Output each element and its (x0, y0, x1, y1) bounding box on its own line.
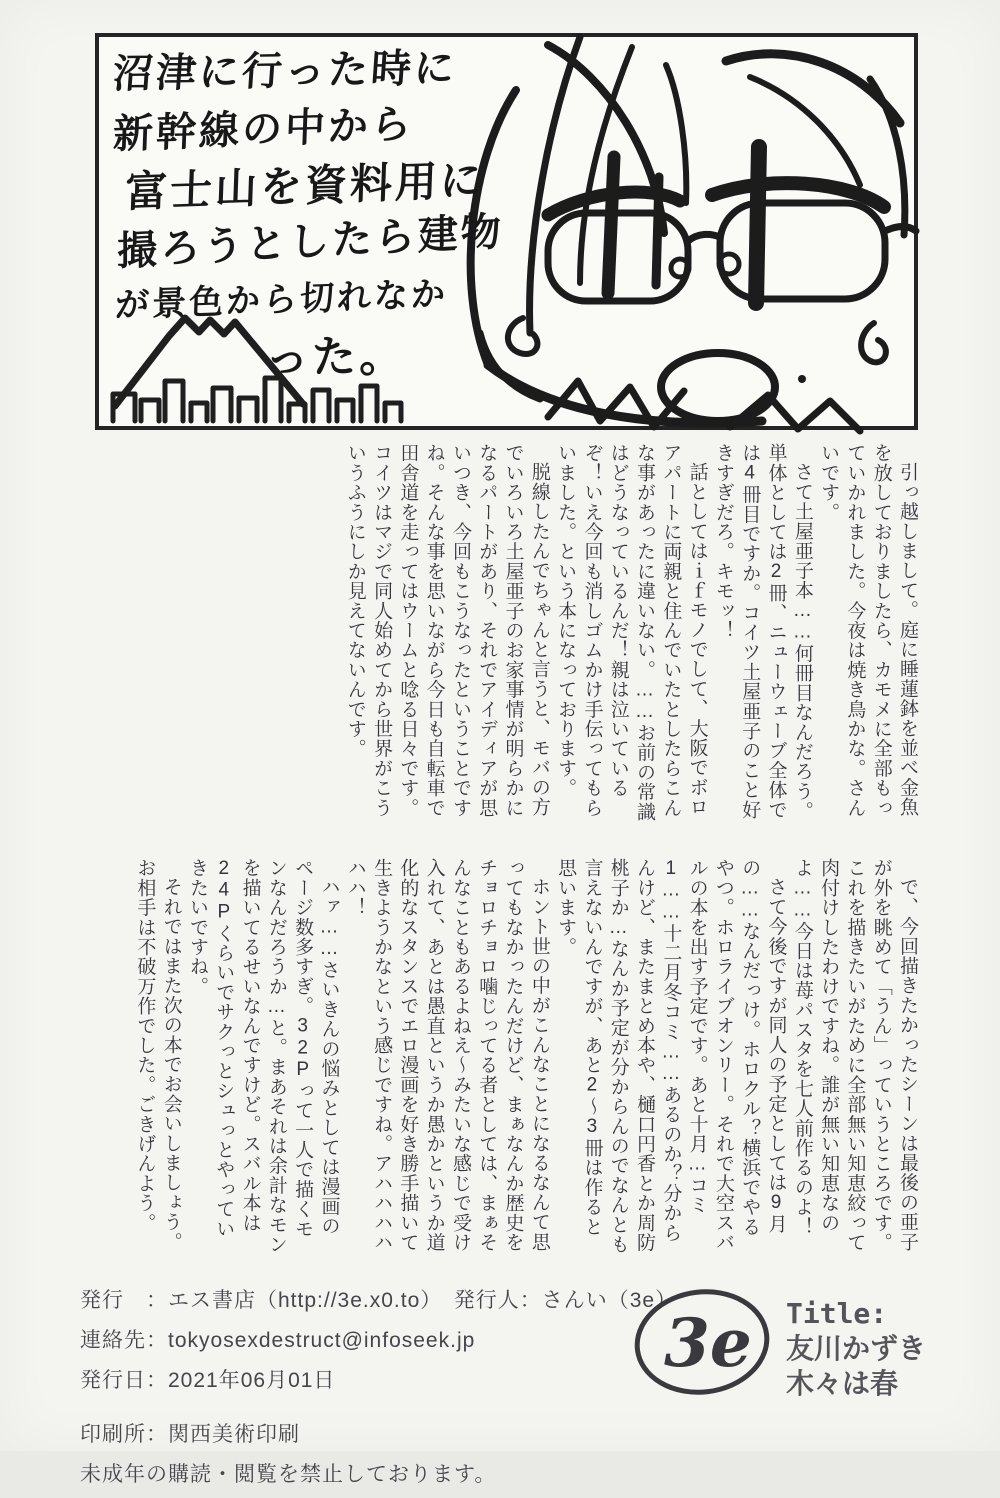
contact-line: 連絡先：tokyosexdestruct@infoseek.jp (80, 1329, 476, 1352)
publisher-line: 発行 ：エス書店（http://3e.x0.to） 発行人：さんい（3e） (80, 1289, 678, 1312)
sketch-caption-line: が景色から切れなか (114, 275, 449, 325)
afterword-paragraph: さて土屋亜子本……何冊目なんだろう。単体としては2冊、ニューウェーブ全体では4冊目ですか。コイツ土屋亜子のこと好きすぎだろ。キモッ！ (712, 443, 813, 821)
sketch-caption-line: 富士山を資料用に (124, 156, 486, 216)
afterword-paragraph: それではまた次の本でお会いしましょう。お相手は不破万作でした。ごきげんよう。 (134, 858, 182, 1252)
afterword-text-top (75, 443, 920, 836)
afterword-paragraph: ハァ……さいきんの悩みとしては漫画のページ数多すぎ。32Pって一人で描くモンなんだろうか…と。まあそれは余計なモンを描いてるせいなんですけど。スバル本は24Pくらいでサクっとシュっとやっていきたいですね。 (186, 858, 340, 1254)
colophon (80, 1284, 677, 1498)
sketch-caption-line: 沼津に行った時に (111, 46, 459, 97)
afterword-text-bottom (75, 858, 920, 1254)
circle-3e-logo (630, 1284, 775, 1402)
age-notice-line: 未成年の購読・閲覧を禁止しております。 (80, 1463, 497, 1486)
afterword-paragraph: 話としてはｉｆモノでして、大阪でボロアパートに両親と住んでいたとしたらこんな事があったに違いない。……お前の常識はどうなっているんだ！親は泣いているぞ！いえ今回も消しゴムかけ手伝ってもらいました。という本になっております。 (555, 443, 708, 822)
logo-text: 3e (664, 1304, 752, 1382)
afterword-paragraph: さて今後ですが同人の予定としては9月の……なんだっけ。ホロクル？横浜でやるやつ。ホロライブオンリー。それで大空スバルの本を出す予定です。あと十月…コミ1……十二月冬コミ……あるのか？分からんけど、またまとめ本や、樋口円香とか周防桃子か…なんか予定が分からんのでなんとも言えないんですが、あと2～3冊は作ると思います。 (555, 858, 787, 1254)
title-label: Title: (786, 1297, 888, 1330)
afterword-paragraph: で、今回描きたかったシーンは最後の亜子が外を眺めて「うん」っていうところです。これを描きたいがために全部無い知恵絞って肉付けしたわけですね。誰が無い知恵なのよ……今日は苺パスタを七人前作るのよ！ (791, 858, 918, 1252)
sketch-caption-line: った。 (264, 331, 407, 384)
title-block (786, 1296, 926, 1401)
afterword-paragraph: ホント世の中がこんなことになるなんて思ってもなかったんだけど、まぁなんか歴史をチョロチョロ噛じってる者としては、まぁそんなこともあるよねえ～みたいな感じで受け入れて、あとは愚直というか愚かというか道化的なスタンスでエロ漫画を好き勝手描いて生きようかなという感じですね。アハハハハハハ！ (344, 858, 550, 1252)
title-work-line2: 木々は春 (786, 1367, 899, 1400)
afterword-paragraph: 脱線したんでちゃんと言うと、モバの方でいろいろ土屋亜子のお家事情が明らかになるパートがあり、それでアイディアが思いつき、今回もこうなったということですね。そんな事を思いながら今日も自転車で田舎道を走ってはウームと唸る日々です。コイツはマジで同人始めてから世界がこういうふうにしか見えてないんです。 (344, 443, 550, 818)
printer-line: 印刷所：関西美術印刷 (80, 1423, 300, 1446)
sketch-panel (95, 33, 918, 430)
sketch-caption-line: 撮ろうとしたら建物 (117, 209, 504, 275)
date-line: 発行日：2021年06月01日 (80, 1369, 336, 1392)
sketch-caption (113, 43, 504, 385)
title-work-line1: 友川かずき (786, 1332, 927, 1365)
sketch-caption-line: 新幹線の中から (112, 102, 415, 157)
afterword-paragraph: 引っ越しまして。庭に睡蓮鉢を並べ金魚を放しておりましたら、カモメに全部もっていかれました。今夜は焼き鳥かな。さんいです。 (818, 443, 918, 818)
